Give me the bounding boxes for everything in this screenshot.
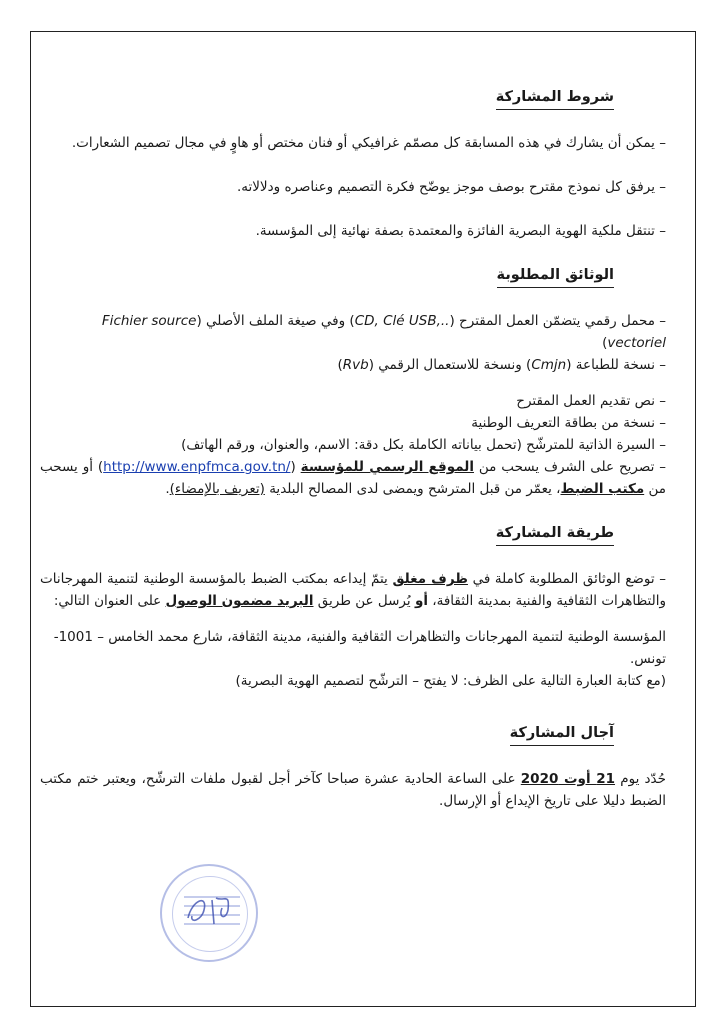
document-body bbox=[40, 86, 684, 812]
participation-item-1: – يمكن أن يشارك في هذه المسابقة كل مصمّم غرافيكي أو فنان مختص أو هاوٍ في مجال تصميم الشعارات. bbox=[71, 135, 666, 151]
website-link[interactable]: http://www.enpfmca.gov.tn/ bbox=[103, 459, 291, 475]
participation-item-3: – تنتقل ملكية الهوية البصرية الفائزة والمعتمدة بصفة نهائية إلى المؤسسة. bbox=[255, 223, 666, 239]
document-item-declaration: – تصريح على الشرف يسحب من الموقع الرسمي للمؤسسة (http://www.enpfmca.gov.tn/) أو يسحب من مكتب الضبط، يعمّر من قبل المترشح ويمضى لدى المصالح البلدية (تعريف بالإمضاء). bbox=[40, 459, 667, 497]
method-paragraph: – توضع الوثائق المطلوبة كاملة في ظرف مغلق يتمّ إيداعه بمكتب الضبط بالمؤسسة الوطنية لتنمية المهرجانات والتظاهرات الثقافية والفنية بمدينة الثقافة، أو يُرسل عن طريق البريد مضمون الوصول على العنوان التالي: bbox=[40, 571, 667, 609]
document-item-cv: – السيرة الذاتية للمترشّح (تحمل بياناته الكاملة بكل دقة: الاسم، والعنوان، ورقم الهاتف) bbox=[181, 437, 666, 453]
heading-deadline: آجال المشاركة bbox=[510, 722, 614, 746]
document-item-id-card: – نسخة من بطاقة التعريف الوطنية bbox=[471, 415, 666, 431]
participation-item-2: – يرفق كل نموذج مقترح بوصف موجز يوضّح فكرة التصميم وعناصره ودلالاته. bbox=[236, 179, 666, 195]
postal-address: المؤسسة الوطنية لتنمية المهرجانات والتظاهرات الثقافية والفنية، مدينة الثقافة، شارع محمد الخامس – 1001- تونس. bbox=[53, 629, 666, 667]
heading-participation-method: طريقة المشاركة bbox=[496, 522, 614, 546]
envelope-note: (مع كتابة العبارة التالية على الظرف: لا يفتح – الترشّح لتصميم الهوية البصرية) bbox=[235, 673, 666, 689]
deadline-paragraph: حُدّد يوم 21 أوت 2020 على الساعة الحادية عشرة صباحا كآخر أجل لقبول ملفات الترشّح، ويعتبر ختم مكتب الضبط دليلا على تاريخ الإيداع أو الإرسال. bbox=[40, 771, 666, 809]
handwritten-signature bbox=[178, 880, 248, 934]
heading-participation-conditions: شروط المشاركة bbox=[496, 86, 614, 110]
heading-required-documents: الوثائق المطلوبة bbox=[497, 264, 614, 288]
document-item-print-copy: – نسخة للطباعة (Cmjn) ونسخة للاستعمال الرقمي (Rvb) bbox=[337, 357, 666, 373]
document-item-presentation-text: – نص تقديم العمل المقترح bbox=[516, 393, 666, 409]
document-item-digital-media: – محمل رقمي يتضمّن العمل المقترح (CD, Clé USB,..) وفي صيغة الملف الأصلي (Fichier source vectoriel) bbox=[101, 313, 666, 351]
